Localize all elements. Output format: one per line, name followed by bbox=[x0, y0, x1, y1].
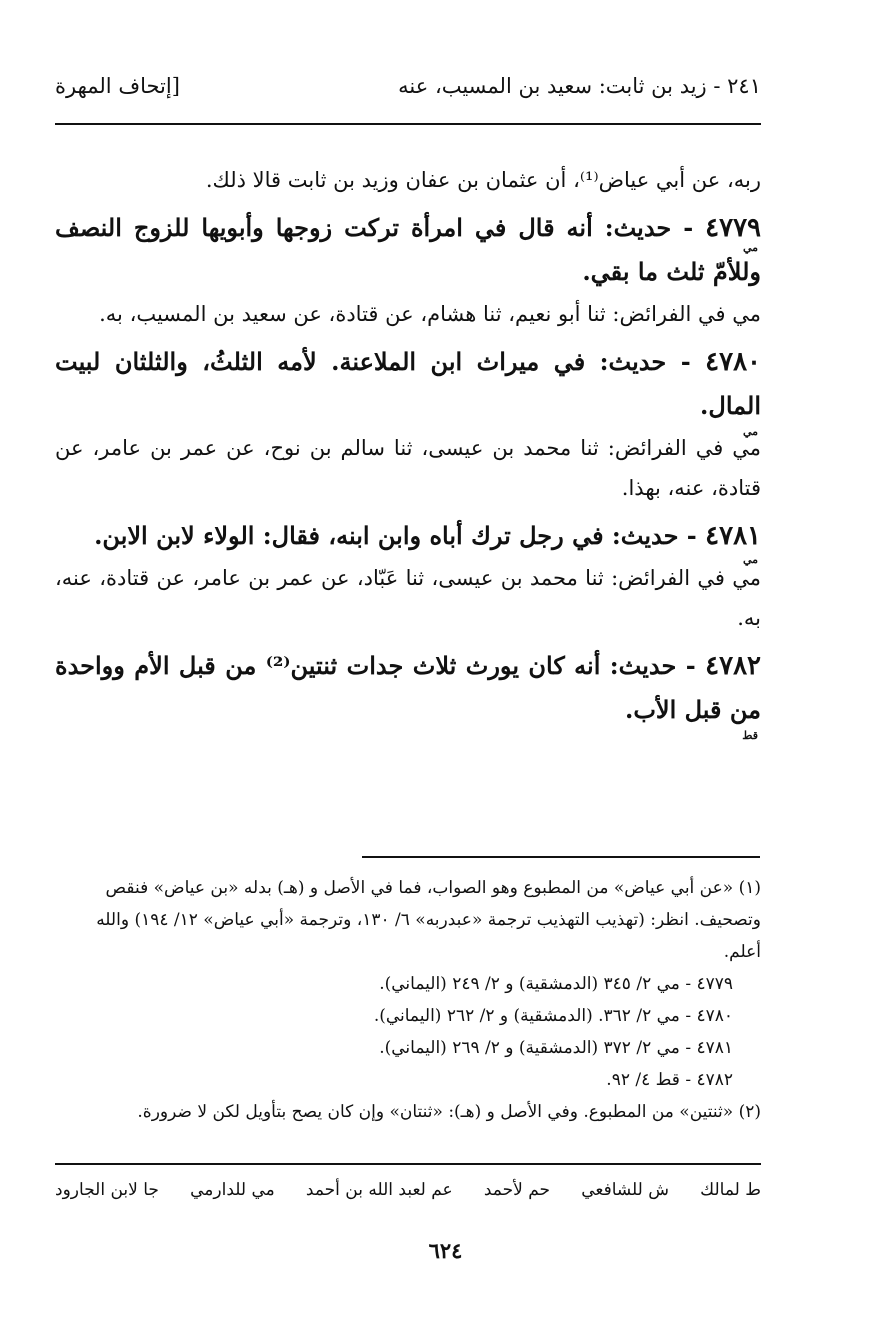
hadith-text: - حديث: أنه كان يورث ثلاث جدات ثنتين⁽²⁾ من قبل الأم وواحدة من قبل الأب. bbox=[55, 651, 761, 724]
hadith-text: - حديث: أنه قال في امرأة تركت زوجها وأبويها للزوج النصف وللأمّ ثلث ما بقي. bbox=[55, 213, 761, 286]
hadith-4782 bbox=[55, 644, 761, 732]
hadith-text: - حديث: في ميراث ابن الملاعنة. لأمه الثلثُ، والثلثان لبيت المال. bbox=[55, 347, 761, 420]
main-text bbox=[55, 160, 761, 732]
ref-4780: ٤٧٨٠ - مي ٢/ ٣٦٢. (الدمشقية) و ٢/ ٢٦٢ (اليماني). bbox=[373, 1006, 733, 1026]
hadith-number: ٤٧٧٩ bbox=[705, 213, 761, 243]
abbr-item: ش للشافعي bbox=[581, 1180, 670, 1200]
hadith-number: ٤٧٨٢ bbox=[705, 651, 761, 681]
footnote-1: (١) «عن أبي عياض» من المطبوع وهو الصواب، فما في الأصل و (هـ) بدله «بن عياض» فنقص وتصحيف. انظر: (تهذيب التهذيب ترجمة «عبدربه» ٦/ ١٣٠، وترجمة «أبي عياض» ١٢/ ١٩٤) والله أعلم. bbox=[96, 878, 761, 962]
abbr-item: مي للدارمي bbox=[190, 1180, 275, 1200]
source-code-4782: قط bbox=[742, 729, 758, 742]
ref-4782: ٤٧٨٢ - قط ٤/ ٩٢. bbox=[606, 1070, 733, 1090]
abbr-item: حم لأحمد bbox=[483, 1180, 551, 1200]
abbr-item: جا لابن الجارود bbox=[55, 1180, 159, 1200]
header-title: ٢٤١ - زيد بن ثابت: سعيد بن المسيب، عنه bbox=[398, 74, 761, 98]
source-code-4781: مي bbox=[742, 553, 758, 566]
header-book-name: [إتحاف المهرة bbox=[55, 74, 180, 98]
isnad-4779: مي في الفرائض: ثنا أبو نعيم، ثنا هشام، عن قتادة، عن سعيد بن المسيب، به. bbox=[99, 302, 761, 326]
isnad-4780: مي في الفرائض: ثنا محمد بن عيسى، ثنا سالم بن نوح، عن عمر بن عامر، عن قتادة، عنه، بهذا. bbox=[55, 436, 761, 500]
isnad-4781: مي في الفرائض: ثنا محمد بن عيسى، ثنا عَبّاد، عن عمر بن عامر، عن قتادة، عنه، به. bbox=[55, 566, 761, 630]
abbreviations-key bbox=[55, 1180, 761, 1200]
source-code-4780: مي bbox=[742, 425, 758, 438]
ref-4781: ٤٧٨١ - مي ٢/ ٣٧٢ (الدمشقية) و ٢/ ٢٦٩ (اليماني). bbox=[379, 1038, 733, 1058]
hadith-number: ٤٧٨١ bbox=[705, 521, 761, 551]
hadith-4781 bbox=[55, 514, 761, 558]
footnote-2: (٢) «ثنتين» من المطبوع. وفي الأصل و (هـ): «ثنتان» وإن كان يصح بتأويل لكن لا ضرورة. bbox=[137, 1102, 761, 1122]
header-rule bbox=[55, 123, 761, 125]
abbreviations-rule bbox=[55, 1163, 761, 1165]
hadith-4779 bbox=[55, 206, 761, 294]
hadith-number: ٤٧٨٠ bbox=[705, 347, 762, 377]
hadith-4780 bbox=[55, 340, 761, 428]
abbr-item: ط لمالك bbox=[700, 1180, 761, 1200]
abbr-item: عم لعبد الله بن أحمد bbox=[305, 1180, 453, 1200]
footnotes bbox=[55, 872, 761, 1128]
hadith-text: - حديث: في رجل ترك أباه وابن ابنه، فقال: الولاء لابن الابن. bbox=[94, 521, 697, 550]
ref-4779: ٤٧٧٩ - مي ٢/ ٣٤٥ (الدمشقية) و ٢/ ٢٤٩ (اليماني). bbox=[379, 974, 733, 994]
source-code-4779: مي bbox=[742, 241, 758, 254]
footnote-rule bbox=[362, 856, 760, 858]
continuation-text: ربه، عن أبي عياض⁽¹⁾، أن عثمان بن عفان وزيد بن ثابت قالا ذلك. bbox=[205, 168, 761, 192]
running-header bbox=[55, 74, 761, 108]
page-number: ٦٢٤ bbox=[428, 1238, 463, 1263]
